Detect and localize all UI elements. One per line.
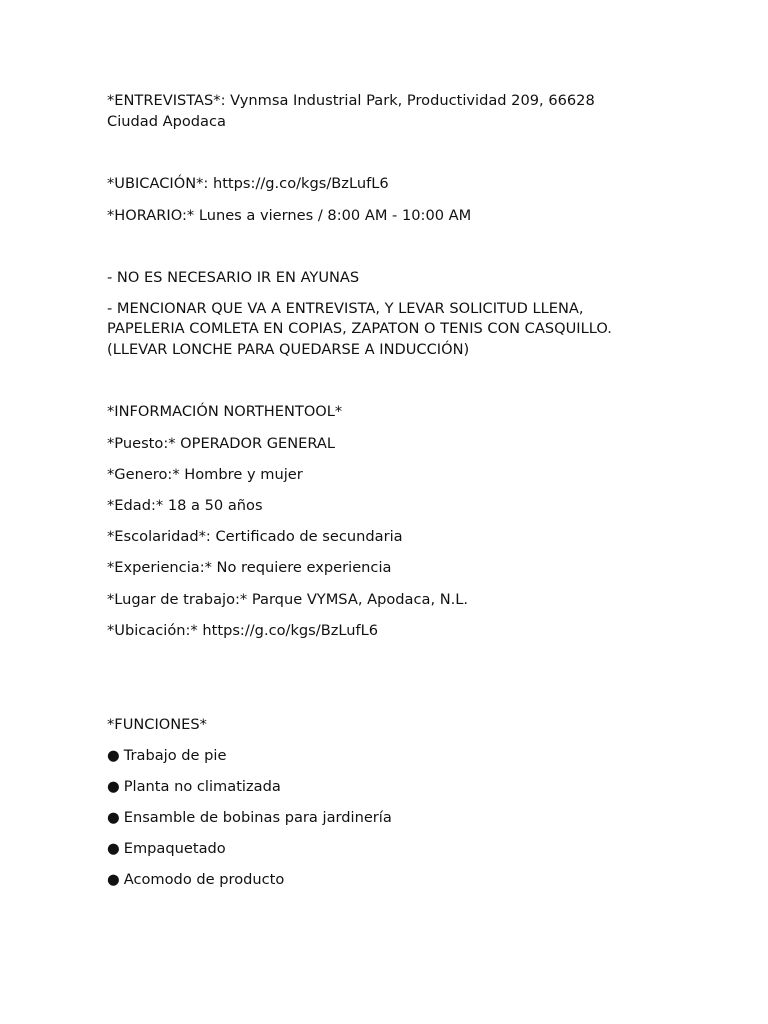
function-item xyxy=(107,869,667,890)
function-item-label: Ensamble de bobinas para jardinería xyxy=(123,809,392,826)
bullet-icon: ● xyxy=(107,871,120,888)
function-item xyxy=(107,745,667,766)
info-heading: *INFORMACIÓN NORTHENTOOL* xyxy=(107,403,343,420)
function-item-label: Empaquetado xyxy=(123,840,226,857)
function-item-label: Acomodo de producto xyxy=(123,871,285,888)
info-location: *Ubicación:* https://g.co/kgs/BzLufL6 xyxy=(107,622,379,639)
no-fasting-note: - NO ES NECESARIO IR EN AYUNAS xyxy=(107,269,360,286)
function-item xyxy=(107,807,667,828)
info-education: *Escolaridad*: Certificado de secundaria xyxy=(107,528,403,545)
requirements-note-line-2: PAPELERIA COMLETA EN COPIAS, ZAPATON O TENIS CON CASQUILLO. xyxy=(107,320,612,337)
function-item-label: Planta no climatizada xyxy=(123,778,281,795)
interviews-address-line-1: *ENTREVISTAS*: Vynmsa Industrial Park, Productividad 209, 66628 xyxy=(107,92,595,109)
requirements-note-line-3: (LLEVAR LONCHE PARA QUEDARSE A INDUCCIÓN) xyxy=(107,341,470,358)
bullet-icon: ● xyxy=(107,840,120,857)
function-item xyxy=(107,838,667,859)
function-item-label: Trabajo de pie xyxy=(123,747,227,764)
bullet-icon: ● xyxy=(107,747,120,764)
info-workplace: *Lugar de trabajo:* Parque VYMSA, Apodaca, N.L. xyxy=(107,591,469,608)
info-gender: *Genero:* Hombre y mujer xyxy=(107,466,303,483)
schedule-line: *HORARIO:* Lunes a viernes / 8:00 AM - 10:00 AM xyxy=(107,207,472,224)
bullet-icon: ● xyxy=(107,809,120,826)
function-item xyxy=(107,776,667,797)
bullet-icon: ● xyxy=(107,778,120,795)
location-link-line: *UBICACIÓN*: https://g.co/kgs/BzLufL6 xyxy=(107,175,389,192)
functions-heading: *FUNCIONES* xyxy=(107,716,207,733)
info-experience: *Experiencia:* No requiere experiencia xyxy=(107,559,392,576)
requirements-note-line-1: - MENCIONAR QUE VA A ENTREVISTA, Y LEVAR SOLICITUD LLENA, xyxy=(107,300,584,317)
interviews-address-line-2: Ciudad Apodaca xyxy=(107,113,226,130)
info-position: *Puesto:* OPERADOR GENERAL xyxy=(107,435,336,452)
info-age: *Edad:* 18 a 50 años xyxy=(107,497,263,514)
